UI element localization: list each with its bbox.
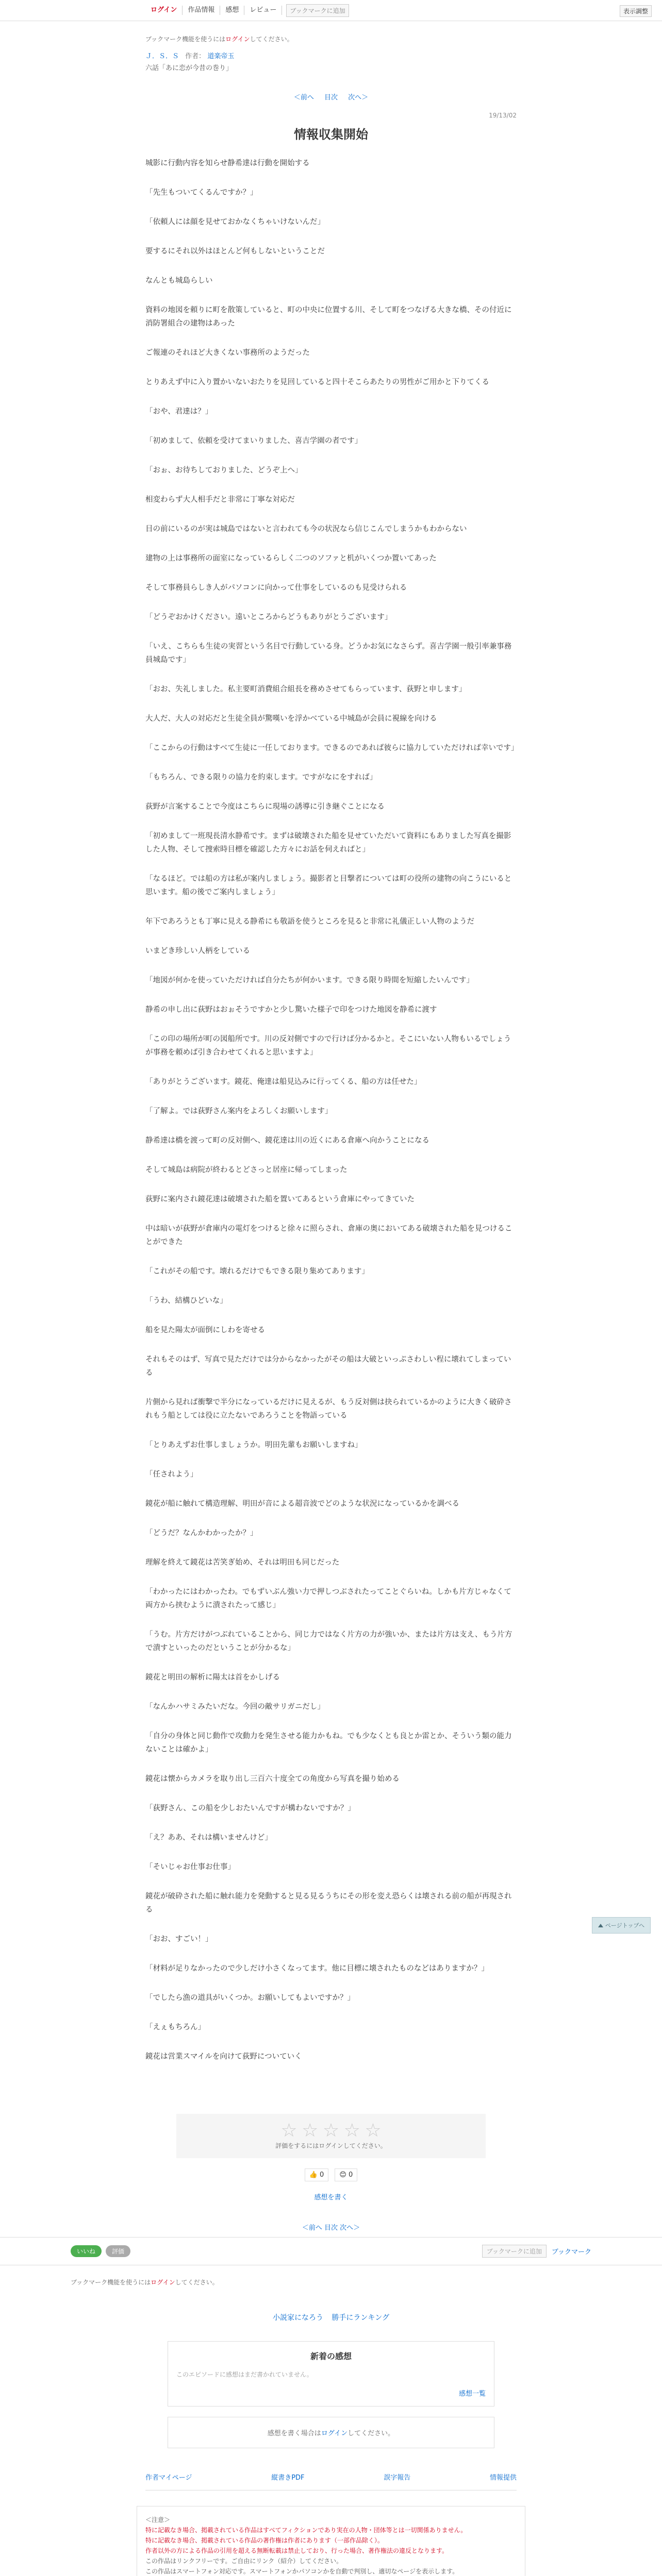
login-prompt-suffix: してください。 <box>347 2430 395 2437</box>
smile-reaction-button[interactable]: 😊 0 <box>335 2168 357 2181</box>
series-title-link[interactable]: Ｊ．Ｓ．Ｓ <box>145 53 179 60</box>
novel-paragraph: 船を見た陽太が面倒にしわを寄せる <box>145 1326 265 1334</box>
rating-note: 評価をするにはログインしてください。 <box>275 2142 387 2149</box>
novel-paragraph: 「任されよう」 <box>145 1470 198 1479</box>
bottom-links <box>145 2472 517 2490</box>
review-more <box>176 2388 486 2398</box>
novel-paragraph: 年下であろうとも丁寧に見える静希にも敬語を使うところを見ると非常に礼儀正しい人物のようだ <box>145 918 474 926</box>
novel-paragraph: 「ありがとうございます。鏡花、俺達は船見込みに行ってくる、船の方は任せた」 <box>145 1078 422 1086</box>
novel-paragraph: 資料の地図を頼りに町を散策していると、町の中央に位置する川、そして町をつなげる大きな橋、その付近に消防署組合の建物はあった <box>145 306 512 328</box>
like-button[interactable]: いいね <box>71 2245 102 2257</box>
novel-paragraph: なんとも城島らしい <box>145 277 213 285</box>
notice-line: 作者以外の方による作品の引用を超える無断転載は禁止しており、行った場合、著作権法の違反となります。 <box>145 2547 449 2554</box>
novel-paragraph: そして城島は病院が終わるとどさっと居座に帰ってしまった <box>145 1166 347 1174</box>
bookmark-link[interactable]: ブックマーク <box>551 2248 591 2256</box>
toc-link[interactable]: 目次 <box>324 94 338 101</box>
novel-paragraph: 鏡花と明田の解析に陽太は首をかしげる <box>145 1673 280 1682</box>
notice-login-link[interactable]: ログイン <box>225 36 250 43</box>
page-top-button[interactable] <box>592 1917 651 1934</box>
novel-paragraph: 「どうだ？なんかわかったか？」 <box>145 1529 258 1537</box>
review-link[interactable]: レビュー <box>244 6 282 15</box>
next-link[interactable]: 次へ＞ <box>348 94 369 101</box>
notice-text: ブックマーク機能を使うには <box>145 36 226 43</box>
novel-paragraph: 「いえ、こちらも生徒の実習という名目で行動している身。どうかお気になさらず。喜吉学園一般引率兼事務員城島です」 <box>145 642 512 664</box>
novel-paragraph: 中は暗いが荻野が倉庫内の電灯をつけると徐々に照らされ、倉庫の奥においてある破壊された船を見つけることができた <box>145 1225 512 1246</box>
novel-paragraph: 鏡花が船に触れて構造理解、明田が音による超音波でどのような状況になっているかを調べる <box>145 1500 459 1508</box>
site-link[interactable]: 小説家になろう <box>272 2314 323 2322</box>
notice-line: 特に記載なき場合、掲載されている作品の著作権は作者にあります（一部作品除く）。 <box>145 2537 384 2544</box>
author-mypage-link[interactable]: 作者マイページ <box>145 2474 192 2482</box>
novel-paragraph: 鏡花が破砕された船に触れ能力を発動すると見る見るうちにその形を変え恐らくは壊される前の船が再現される <box>145 1892 512 1914</box>
novel-paragraph: 相変わらず大人相手だと非常に丁寧な対応だ <box>145 496 295 504</box>
bookmark-notice-bottom <box>71 2278 591 2286</box>
notice-line: 特に記載なき場合、掲載されている作品はすべてフィクションであり実在の人物・団体等とは一切関係ありません。 <box>145 2527 467 2534</box>
novel-paragraph: 「先生もついてくるんですか？」 <box>145 189 258 197</box>
vertical-pdf-link[interactable]: 縦書きPDF <box>271 2474 305 2482</box>
novel-paragraph: 城影に行動内容を知らせ静希達は行動を開始する <box>145 159 310 167</box>
star-icon[interactable]: ☆ <box>322 2120 340 2141</box>
work-info-link[interactable]: 作品情報 <box>183 6 220 15</box>
novel-paragraph: 静希の申し出に荻野はおぉそうですかと少し驚いた様子で印をつけた地図を静希に渡す <box>145 1006 437 1014</box>
novel-paragraph: 片側から見れば衝撃で半分になっているだけに見えるが、もう反対側は抉られているかのように大きく破砕されもう船としては役に立たないであろうことを物語っている <box>145 1398 512 1420</box>
display-settings-button[interactable]: 表示調整 <box>620 5 652 17</box>
novel-paragraph: 鏡花は営業スマイルを向けて荻野についていく <box>145 2053 302 2061</box>
notice-box <box>137 2506 525 2576</box>
novel-paragraph: 目の前にいるのが実は城島ではないと言われても今の状況なら信じこんでしまうかもわからない <box>145 525 467 533</box>
nav-group <box>145 4 349 17</box>
novel-paragraph: 「うむ。片方だけがつぶれていることから、同じ力ではなく片方の力が強いか、または片方は支え、もう片方で潰すといったのだということが分かるな」 <box>145 1631 512 1652</box>
author-label: 作者： <box>185 53 206 60</box>
novel-paragraph: そして事務員らしき人がパソコンに向かって仕事をしているのも見受けられる <box>145 584 407 592</box>
novel-paragraph: 「おお、失礼しました。私主要町消費組合組長を務めさせてもらっています、荻野と申します」 <box>145 685 467 693</box>
series-info <box>145 50 517 60</box>
novel-paragraph: 荻野に案内され鏡花達は破壊された船を置いてあるという倉庫にやってきていた <box>145 1195 415 1204</box>
notice-line: この作品はスマートフォン対応です。スマートフォンかパソコンかを自動で判別し、適切なページを表示します。 <box>145 2568 459 2575</box>
pager-top <box>145 92 517 101</box>
reaction-row <box>145 2168 517 2181</box>
login-prompt-link[interactable]: ログイン <box>321 2430 348 2437</box>
novel-paragraph: 「えぇもちろん」 <box>145 2023 205 2031</box>
novel-paragraph: 静希達は橋を渡って町の反対側へ、鏡花達は川の近くにある倉庫へ向かうことになる <box>145 1137 429 1145</box>
login-prompt-box <box>168 2417 494 2448</box>
novel-paragraph: 「おお、すごい！」 <box>145 1935 213 1943</box>
notice-suffix: してください。 <box>250 36 293 43</box>
novel-paragraph: 「とりあえずお仕事しましょうか。明田先輩もお願いしますね」 <box>145 1441 362 1449</box>
login-prompt-text: 感想を書く場合は <box>267 2430 321 2437</box>
notice-line: この作品はリンクフリーです。ご自由にリンク（紹介）してください。 <box>145 2557 343 2565</box>
rating-box <box>176 2114 486 2158</box>
novel-paragraph: 「了解よ。では荻野さん案内をよろしくお願いします」 <box>145 1107 333 1115</box>
novel-paragraph: 「でしたら漁の道具がいくつか。お願いしてもよいですか？」 <box>145 1994 355 2002</box>
pager-bottom <box>145 2222 517 2232</box>
write-impression-link[interactable]: 感想を書く <box>314 2194 348 2201</box>
chapter-label: 六話「あに恋が今昔の巻り」 <box>145 64 233 72</box>
impression-row <box>145 2192 517 2201</box>
star-icon[interactable]: ☆ <box>343 2120 360 2141</box>
notice2-login-link[interactable]: ログイン <box>151 2279 175 2286</box>
prev-link[interactable]: ＜前へ <box>293 94 314 101</box>
novel-paragraph: 理解を終えて鏡花は苦笑ぎ始め、それは明田も同じだった <box>145 1558 340 1567</box>
novel-paragraph: 「初めまして、依頼を受けてまいりました、喜吉学園の者です」 <box>145 437 362 445</box>
novel-paragraph: 「うわ、結構ひどいな」 <box>145 1297 227 1305</box>
novel-paragraph: 「わかったにはわかったわ。でもずいぶん強い力で押しつぶされたってことぐらいね。しかも片方じゃなくて両方から挟むように潰されたって感じ」 <box>145 1588 511 1609</box>
bookmark-notice <box>145 35 517 43</box>
star-icon[interactable]: ☆ <box>302 2120 319 2141</box>
review-list-link[interactable]: 感想一覧 <box>458 2390 486 2398</box>
notice-heading: ＜注意＞ <box>145 2516 171 2523</box>
bookmark-add-button[interactable]: ブックマークに追加 <box>482 2245 547 2258</box>
novel-paragraph: 「地図が何かを使っていただければ自分たちが何かいます。できる限り時間を短縮したいんです」 <box>145 976 474 985</box>
action-bar <box>0 2237 662 2265</box>
toc-link-bottom[interactable]: 目次 <box>324 2224 338 2232</box>
page-top-label: ページトップへ <box>605 1922 645 1929</box>
review-box <box>168 2341 494 2406</box>
notice2-text: ブックマーク機能を使うには <box>71 2279 151 2286</box>
novel-paragraph: とりあえず中に入り置かいないおたりを見回していると四十そこらあたりの男性がご用かと下りてくる <box>145 378 489 386</box>
arrow-up-icon <box>598 1924 603 1927</box>
novel-paragraph: 「なんかハサミみたいだな。今回の敵サリガニだし」 <box>145 1703 325 1711</box>
novel-body <box>145 157 517 2063</box>
login-link[interactable]: ログイン <box>145 6 183 15</box>
ranking-link[interactable]: 勝手にランキング <box>332 2314 390 2322</box>
prev-link-bottom[interactable]: ＜前へ <box>302 2224 322 2232</box>
novel-paragraph: 「どうぞおかけください。遠いところからどうもありがとうございます」 <box>145 613 392 621</box>
novel-paragraph: 「ここからの行動はすべて生徒に一任しております。できるのであれば彼らに協力していただければ幸いです」 <box>145 744 519 752</box>
bookmark-button[interactable]: ブックマークに追加 <box>286 4 349 17</box>
post-date: 19/13/02 <box>489 112 517 119</box>
novel-paragraph: 「初めまして一班現長清水静希です。まずは破壊された船を見せていただいて資料にもありました写真を撮影した人物、そして捜索時目標を確認した方々にお話を伺えればと」 <box>145 832 511 854</box>
main-content <box>145 35 517 2232</box>
star-icon[interactable]: ☆ <box>365 2120 382 2141</box>
rate-button[interactable]: 評価 <box>106 2245 130 2257</box>
next-link-bottom[interactable]: 次へ＞ <box>340 2224 360 2232</box>
notice2-suffix: してください。 <box>175 2279 219 2286</box>
novel-paragraph: 鏡花は懐からカメラを取り出し三百六十度全ての角度から写真を撮り始める <box>145 1775 400 1783</box>
novel-paragraph: 「おぉ、お待ちしておりました、どうぞ上へ」 <box>145 466 303 474</box>
novel-paragraph: 要するにそれ以外はほとんど何もしないということだ <box>145 247 325 256</box>
novel-paragraph: 大人だ、大人の対応だと生徒全員が驚嘆いを浮かべている中城島が会員に視線を向ける <box>145 715 437 723</box>
novel-paragraph: 「そいじゃお仕事お仕事」 <box>145 1863 235 1871</box>
novel-paragraph: 「もちろん、できる限りの協力を約束します。ですがなにをすれば」 <box>145 773 377 782</box>
rating-stars <box>176 2120 486 2141</box>
novel-paragraph: 「この印の場所が町の図船所です。川の反対側ですので行けば分かるかと。そこにいない人物もいるでしょうが事務を頼めば引き合わせてくれると思いますよ」 <box>145 1035 511 1057</box>
info-report-link[interactable]: 情報提供 <box>489 2474 517 2482</box>
novel-paragraph: それもそのはず、写真で見ただけでは分からなかったがその船は大破といっぷさわしい程に壊れてしまっている <box>145 1355 511 1377</box>
star-icon[interactable]: ☆ <box>280 2120 297 2141</box>
novel-paragraph: 「依頼人には顔を見せておかなくちゃいけないんだ」 <box>145 218 325 226</box>
ranking-links <box>0 2312 662 2323</box>
review-heading: 新着の感想 <box>310 2351 352 2361</box>
novel-paragraph: 荻野が言案することで今度はこちらに現場の誘導に引き継ぐことになる <box>145 803 385 811</box>
novel-paragraph: 「これがその船です。壊れるだけでもできる限り集めてあります」 <box>145 1267 369 1276</box>
novel-paragraph: いまどき珍しい人柄をしている <box>145 947 250 955</box>
impressions-link[interactable]: 感想 <box>220 6 244 15</box>
novel-paragraph: 「え？ああ、それは構いませんけど」 <box>145 1834 272 1842</box>
episode-title: 情報収集開始 <box>294 127 368 142</box>
novel-paragraph: 建物の上は事務所の面室になっているらしく二つのソファと机がいくつか置いてあった <box>145 554 437 563</box>
like-reaction-button[interactable]: 👍 0 <box>305 2168 329 2181</box>
novel-paragraph: 「自分の身体と同じ動作で攻動力を発生させる能力かもね。でも少なくとも良とか雷とか、そういう類の能力ないことは確かよ」 <box>145 1732 512 1754</box>
top-navigation <box>0 0 662 21</box>
typo-report-link[interactable]: 誤字報告 <box>384 2474 411 2482</box>
author-link[interactable]: 道楽帝玉 <box>207 53 235 60</box>
review-empty-text: このエピソードに感想はまだ書かれていません。 <box>176 2371 313 2378</box>
novel-paragraph: 「なるほど。では船の方は私が案内しましょう。撮影者と目撃者については町の役所の建物の向こうにいると思います。船の後でご案内しましょう」 <box>145 875 512 896</box>
novel-paragraph: 「材料が足りなかったので少しだけ小さくなってます。他に目標に壊されたものなどはありますか？」 <box>145 1964 489 1973</box>
novel-paragraph: 「おや、君達は？」 <box>145 408 213 416</box>
novel-paragraph: 「荻野さん、この船を少しおたいんですが構わないですか？」 <box>145 1804 355 1812</box>
novel-paragraph: ご報連のそれほど大きくない事務所のようだった <box>145 349 310 357</box>
